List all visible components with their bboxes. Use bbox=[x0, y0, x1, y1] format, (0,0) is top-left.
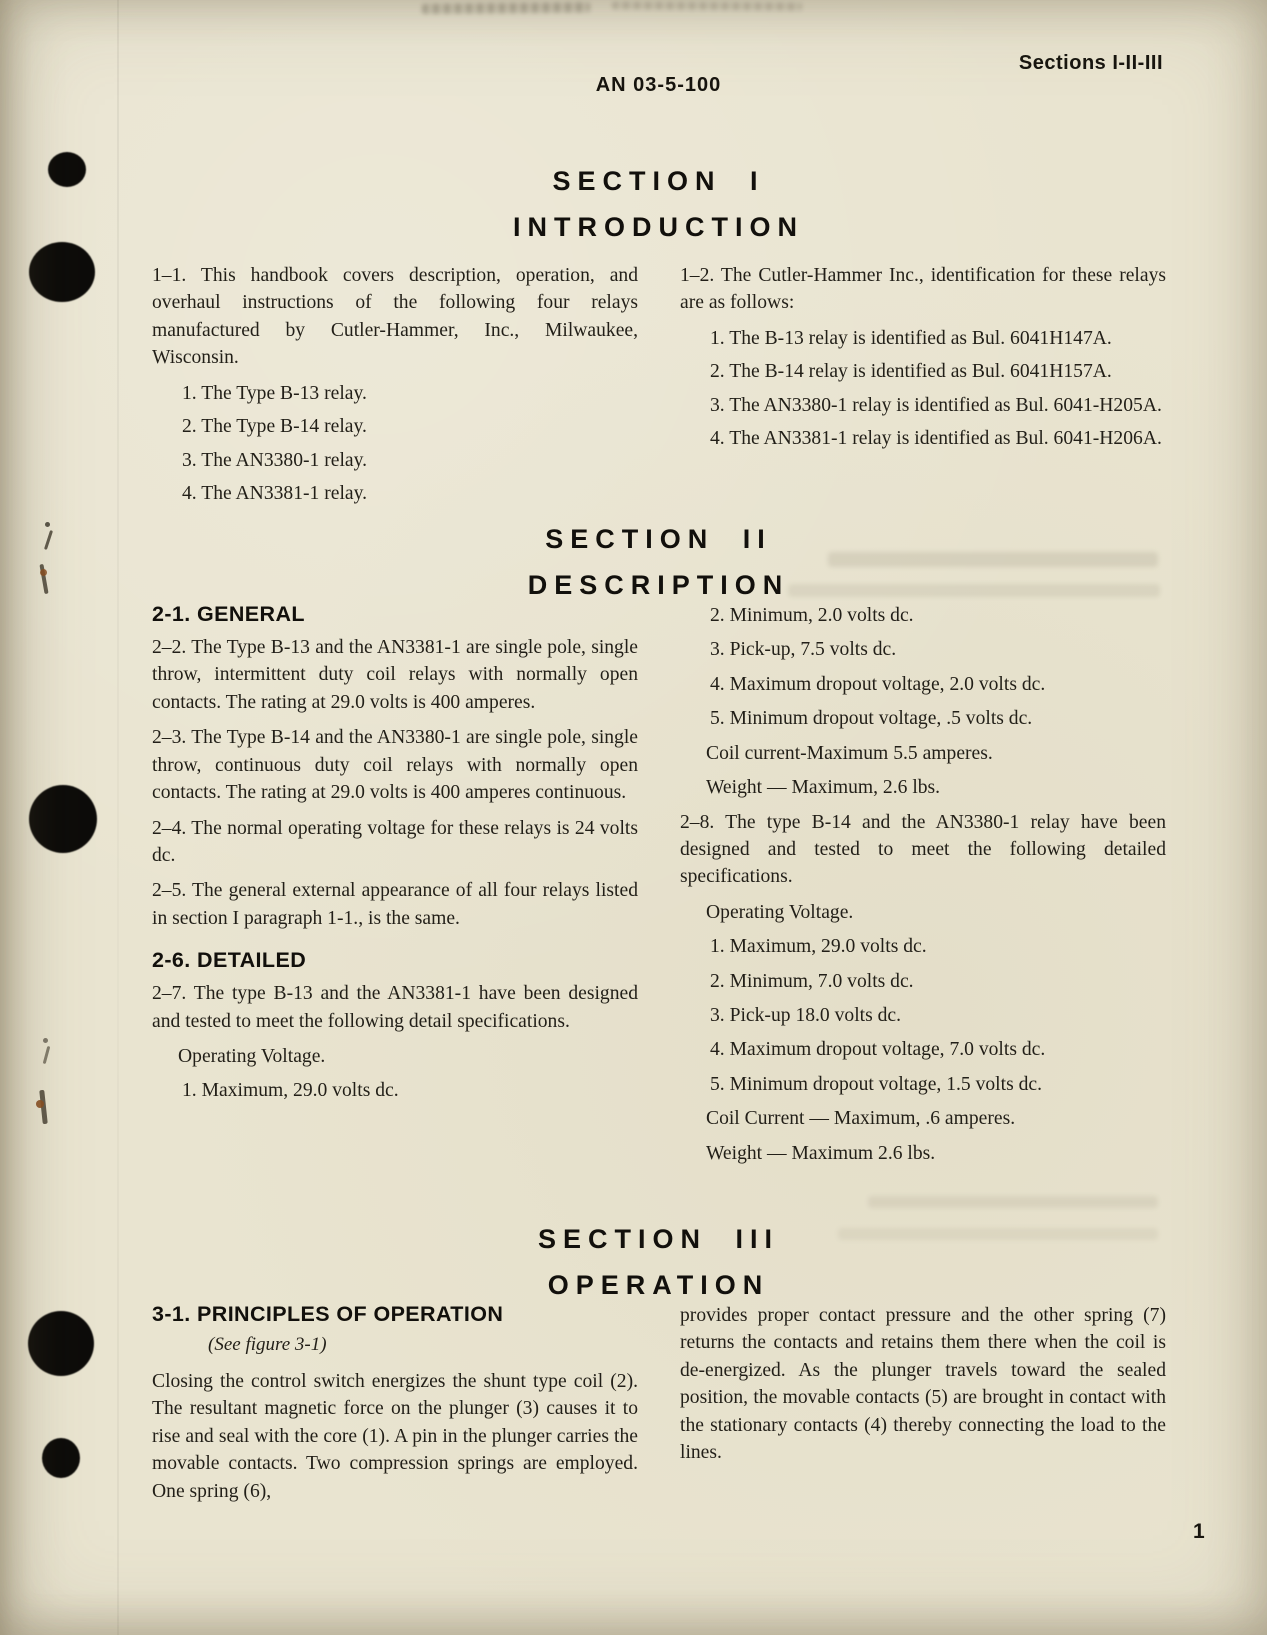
page-fold-line bbox=[117, 0, 119, 1635]
pencil-mark bbox=[43, 1038, 48, 1043]
spec-line: 4. Maximum dropout voltage, 2.0 volts dc. bbox=[710, 673, 1046, 695]
para-2-5: 2–5. The general external appearance of all four relays listed in section I paragraph 1-1., is the same. bbox=[152, 880, 638, 929]
relay-list-item: 3. The AN3380-1 relay. bbox=[182, 449, 368, 471]
punch-hole-mark bbox=[28, 1311, 94, 1376]
section-3-left-column bbox=[152, 1302, 638, 1505]
spec-line: 2. Minimum, 2.0 volts dc. bbox=[710, 605, 914, 626]
punch-hole-mark bbox=[29, 785, 97, 853]
section-2-title: SECTION II bbox=[545, 524, 772, 554]
para-3-1-left: Closing the control switch energizes the shunt type coil (2). The resultant magnetic force on the plunger (3) causes it to rise and seal with the core (1). A pin in the plunger carries the movable contacts. Two compression springs are employed. One spring (6), bbox=[152, 1371, 638, 1502]
page-number: 1 bbox=[1193, 1520, 1205, 1543]
pencil-mark bbox=[45, 522, 50, 527]
punch-hole-mark bbox=[29, 242, 95, 302]
section-1-right-column bbox=[680, 262, 1166, 507]
spec-line: 1. Maximum, 29.0 volts dc. bbox=[710, 936, 927, 958]
section-1-left-column bbox=[152, 262, 638, 507]
spec-line: 4. Maximum dropout voltage, 7.0 volts dc. bbox=[710, 1039, 1046, 1061]
punch-hole-mark bbox=[48, 152, 86, 187]
header-sections-label: Sections I-II-III bbox=[1018, 52, 1163, 74]
figure-reference: (See figure 3-1) bbox=[208, 1334, 327, 1355]
section-3-right-column bbox=[680, 1302, 1166, 1505]
section-3-subtitle: OPERATION bbox=[547, 1270, 770, 1300]
operating-voltage-label: Operating Voltage. bbox=[706, 901, 854, 923]
heading-2-6-detailed: 2-6. DETAILED bbox=[152, 948, 307, 973]
top-edge-smudge bbox=[422, 2, 590, 14]
pencil-mark bbox=[44, 530, 53, 550]
section-1-columns bbox=[152, 262, 1165, 507]
para-2-4: 2–4. The normal operating voltage for these relays is 24 volts dc. bbox=[152, 817, 638, 866]
spec-line: 5. Minimum dropout voltage, 1.5 volts dc. bbox=[710, 1073, 1042, 1095]
para-2-8: 2–8. The type B-14 and the AN3380-1 relay have been designed and tested to meet the following detailed specifications. bbox=[680, 811, 1166, 888]
identification-list-item: 4. The AN3381-1 relay is identified as Bul. 6041-H206A. bbox=[710, 428, 1162, 450]
section-2-subtitle: DESCRIPTION bbox=[527, 570, 790, 600]
section-1-title: SECTION I bbox=[552, 166, 765, 196]
doc-number: AN 03-5-100 bbox=[595, 74, 722, 96]
spec-line: 2. Minimum, 7.0 volts dc. bbox=[710, 970, 914, 992]
para-1-2: 1–2. The Cutler-Hammer Inc., identification for these relays are as follows: bbox=[680, 265, 1166, 314]
weight-line: Weight — Maximum, 2.6 lbs. bbox=[706, 777, 941, 799]
coil-current-line: Coil Current — Maximum, .6 amperes. bbox=[706, 1108, 1016, 1130]
pencil-mark bbox=[43, 1046, 51, 1064]
section-2-right-column bbox=[680, 602, 1166, 1167]
section-2-left-column bbox=[152, 602, 638, 1167]
section-3-columns bbox=[152, 1302, 1165, 1505]
spec-line: 3. Pick-up 18.0 volts dc. bbox=[710, 1005, 902, 1027]
spec-line: 1. Maximum, 29.0 volts dc. bbox=[182, 1080, 399, 1102]
coil-current-line: Coil current-Maximum 5.5 amperes. bbox=[706, 742, 993, 764]
para-3-1-right: provides proper contact pressure and the other spring (7) returns the contacts and retains them there when the coil is de-energized. As the plunger travels toward the sealed position, the movable contacts (5) are brought in contact with the stationary contacts (4) thereby connecting the load to the lines. bbox=[680, 1305, 1166, 1464]
section-1-subtitle: INTRODUCTION bbox=[513, 212, 804, 242]
identification-list-item: 2. The B-14 relay is identified as Bul. 6041H157A. bbox=[710, 361, 1112, 383]
para-2-3: 2–3. The Type B-14 and the AN3380-1 are single pole, single throw, continuous duty coil relays with normally open contacts. The rating at 29.0 volts is 400 amperes continuous. bbox=[152, 727, 638, 804]
stain-mark bbox=[40, 569, 47, 576]
heading-3-1-principles: 3-1. PRINCIPLES OF OPERATION bbox=[152, 1302, 504, 1326]
para-2-2: 2–2. The Type B-13 and the AN3381-1 are single pole, single throw, intermittent duty coil relays with normally open contacts. The rating at 29.0 volts is 400 amperes. bbox=[152, 637, 638, 713]
relay-list-item: 4. The AN3381-1 relay. bbox=[182, 482, 368, 504]
top-edge-smudge bbox=[612, 1, 802, 10]
para-2-7: 2–7. The type B-13 and the AN3381-1 have been designed and tested to meet the following detail specifications. bbox=[152, 983, 638, 1032]
relay-list-item: 2. The Type B-14 relay. bbox=[182, 416, 367, 438]
heading-2-1-general: 2-1. GENERAL bbox=[152, 602, 305, 626]
spec-line: 5. Minimum dropout voltage, .5 volts dc. bbox=[710, 708, 1033, 730]
section-2-columns bbox=[152, 602, 1165, 1167]
spec-line: 3. Pick-up, 7.5 volts dc. bbox=[710, 639, 897, 661]
relay-list-item: 1. The Type B-13 relay. bbox=[182, 382, 367, 404]
punch-hole-mark bbox=[42, 1438, 80, 1478]
stain-mark bbox=[36, 1100, 44, 1108]
weight-line: Weight — Maximum 2.6 lbs. bbox=[706, 1142, 936, 1164]
bleed-through-ghost bbox=[868, 1196, 1158, 1208]
identification-list-item: 1. The B-13 relay is identified as Bul. 6041H147A. bbox=[710, 327, 1112, 349]
section-3-title: SECTION III bbox=[537, 1224, 780, 1254]
identification-list-item: 3. The AN3380-1 relay is identified as Bul. 6041-H205A. bbox=[710, 394, 1162, 416]
operating-voltage-label: Operating Voltage. bbox=[178, 1046, 326, 1068]
para-1-1: 1–1. This handbook covers description, operation, and overhaul instructions of the following four relays manufactured by Cutler-Hammer, Inc., Milwaukee, Wisconsin. bbox=[152, 265, 638, 369]
